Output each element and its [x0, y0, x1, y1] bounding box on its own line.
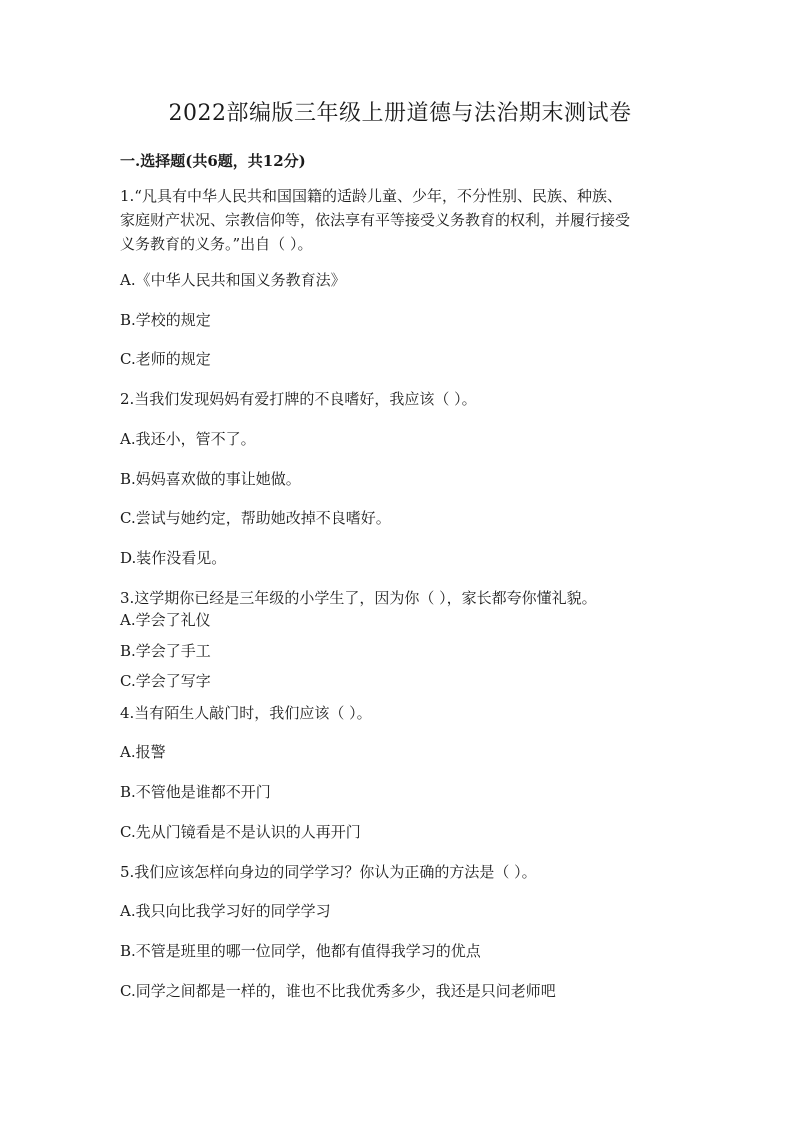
question-3-stem: 3.这学期你已经是三年级的小学生了，因为你（ ），家长都夸你懂礼貌。 — [120, 589, 597, 607]
question-5-option-c: C.同学之间都是一样的，谁也不比我优秀多少，我还是只问老师吧 — [120, 982, 556, 1000]
question-2-option-d: D.装作没看见。 — [120, 549, 227, 567]
question-4-option-b: B.不管他是谁都不开门 — [120, 783, 271, 801]
question-5-option-b: B.不管是班里的哪一位同学，他都有值得我学习的优点 — [120, 942, 481, 960]
page-title: 2022部编版三年级上册道德与法治期末测试卷 — [168, 101, 632, 126]
question-2-option-b: B.妈妈喜欢做的事让她做。 — [120, 470, 301, 488]
question-1-stem-line-1: 1.“凡具有中华人民共和国国籍的适龄儿童、少年，不分性别、民族、种族、 — [120, 187, 622, 205]
question-2-option-a: A.我还小，管不了。 — [120, 430, 256, 448]
question-2-stem: 2.当我们发现妈妈有爱打牌的不良嗜好，我应该（ ）。 — [120, 390, 477, 408]
section-heading: 一.选择题(共6题，共12分) — [120, 152, 306, 170]
question-4-stem: 4.当有陌生人敲门时，我们应该（ ）。 — [120, 704, 372, 722]
question-3-option-a: A.学会了礼仪 — [120, 611, 211, 629]
question-1-option-a: A.《中华人民共和国义务教育法》 — [120, 271, 346, 289]
question-3-option-c: C.学会了写字 — [120, 672, 211, 690]
question-5-option-a: A.我只向比我学习好的同学学习 — [120, 902, 331, 920]
question-2-option-c: C.尝试与她约定，帮助她改掉不良嗜好。 — [120, 509, 391, 527]
question-3-option-b: B.学会了手工 — [120, 642, 211, 660]
question-1-option-b: B.学校的规定 — [120, 311, 211, 329]
question-5-stem: 5.我们应该怎样向身边的同学学习？你认为正确的方法是（ ）。 — [120, 863, 537, 881]
question-1-stem-line-3: 义务教育的义务。”出自（ ）。 — [120, 235, 313, 253]
question-1-stem-line-2: 家庭财产状况、宗教信仰等，依法享有平等接受义务教育的权利，并履行接受 — [120, 211, 631, 229]
question-4-option-a: A.报警 — [120, 743, 166, 761]
question-4-option-c: C.先从门镜看是不是认识的人再开门 — [120, 823, 361, 841]
question-1-option-c: C.老师的规定 — [120, 350, 211, 368]
